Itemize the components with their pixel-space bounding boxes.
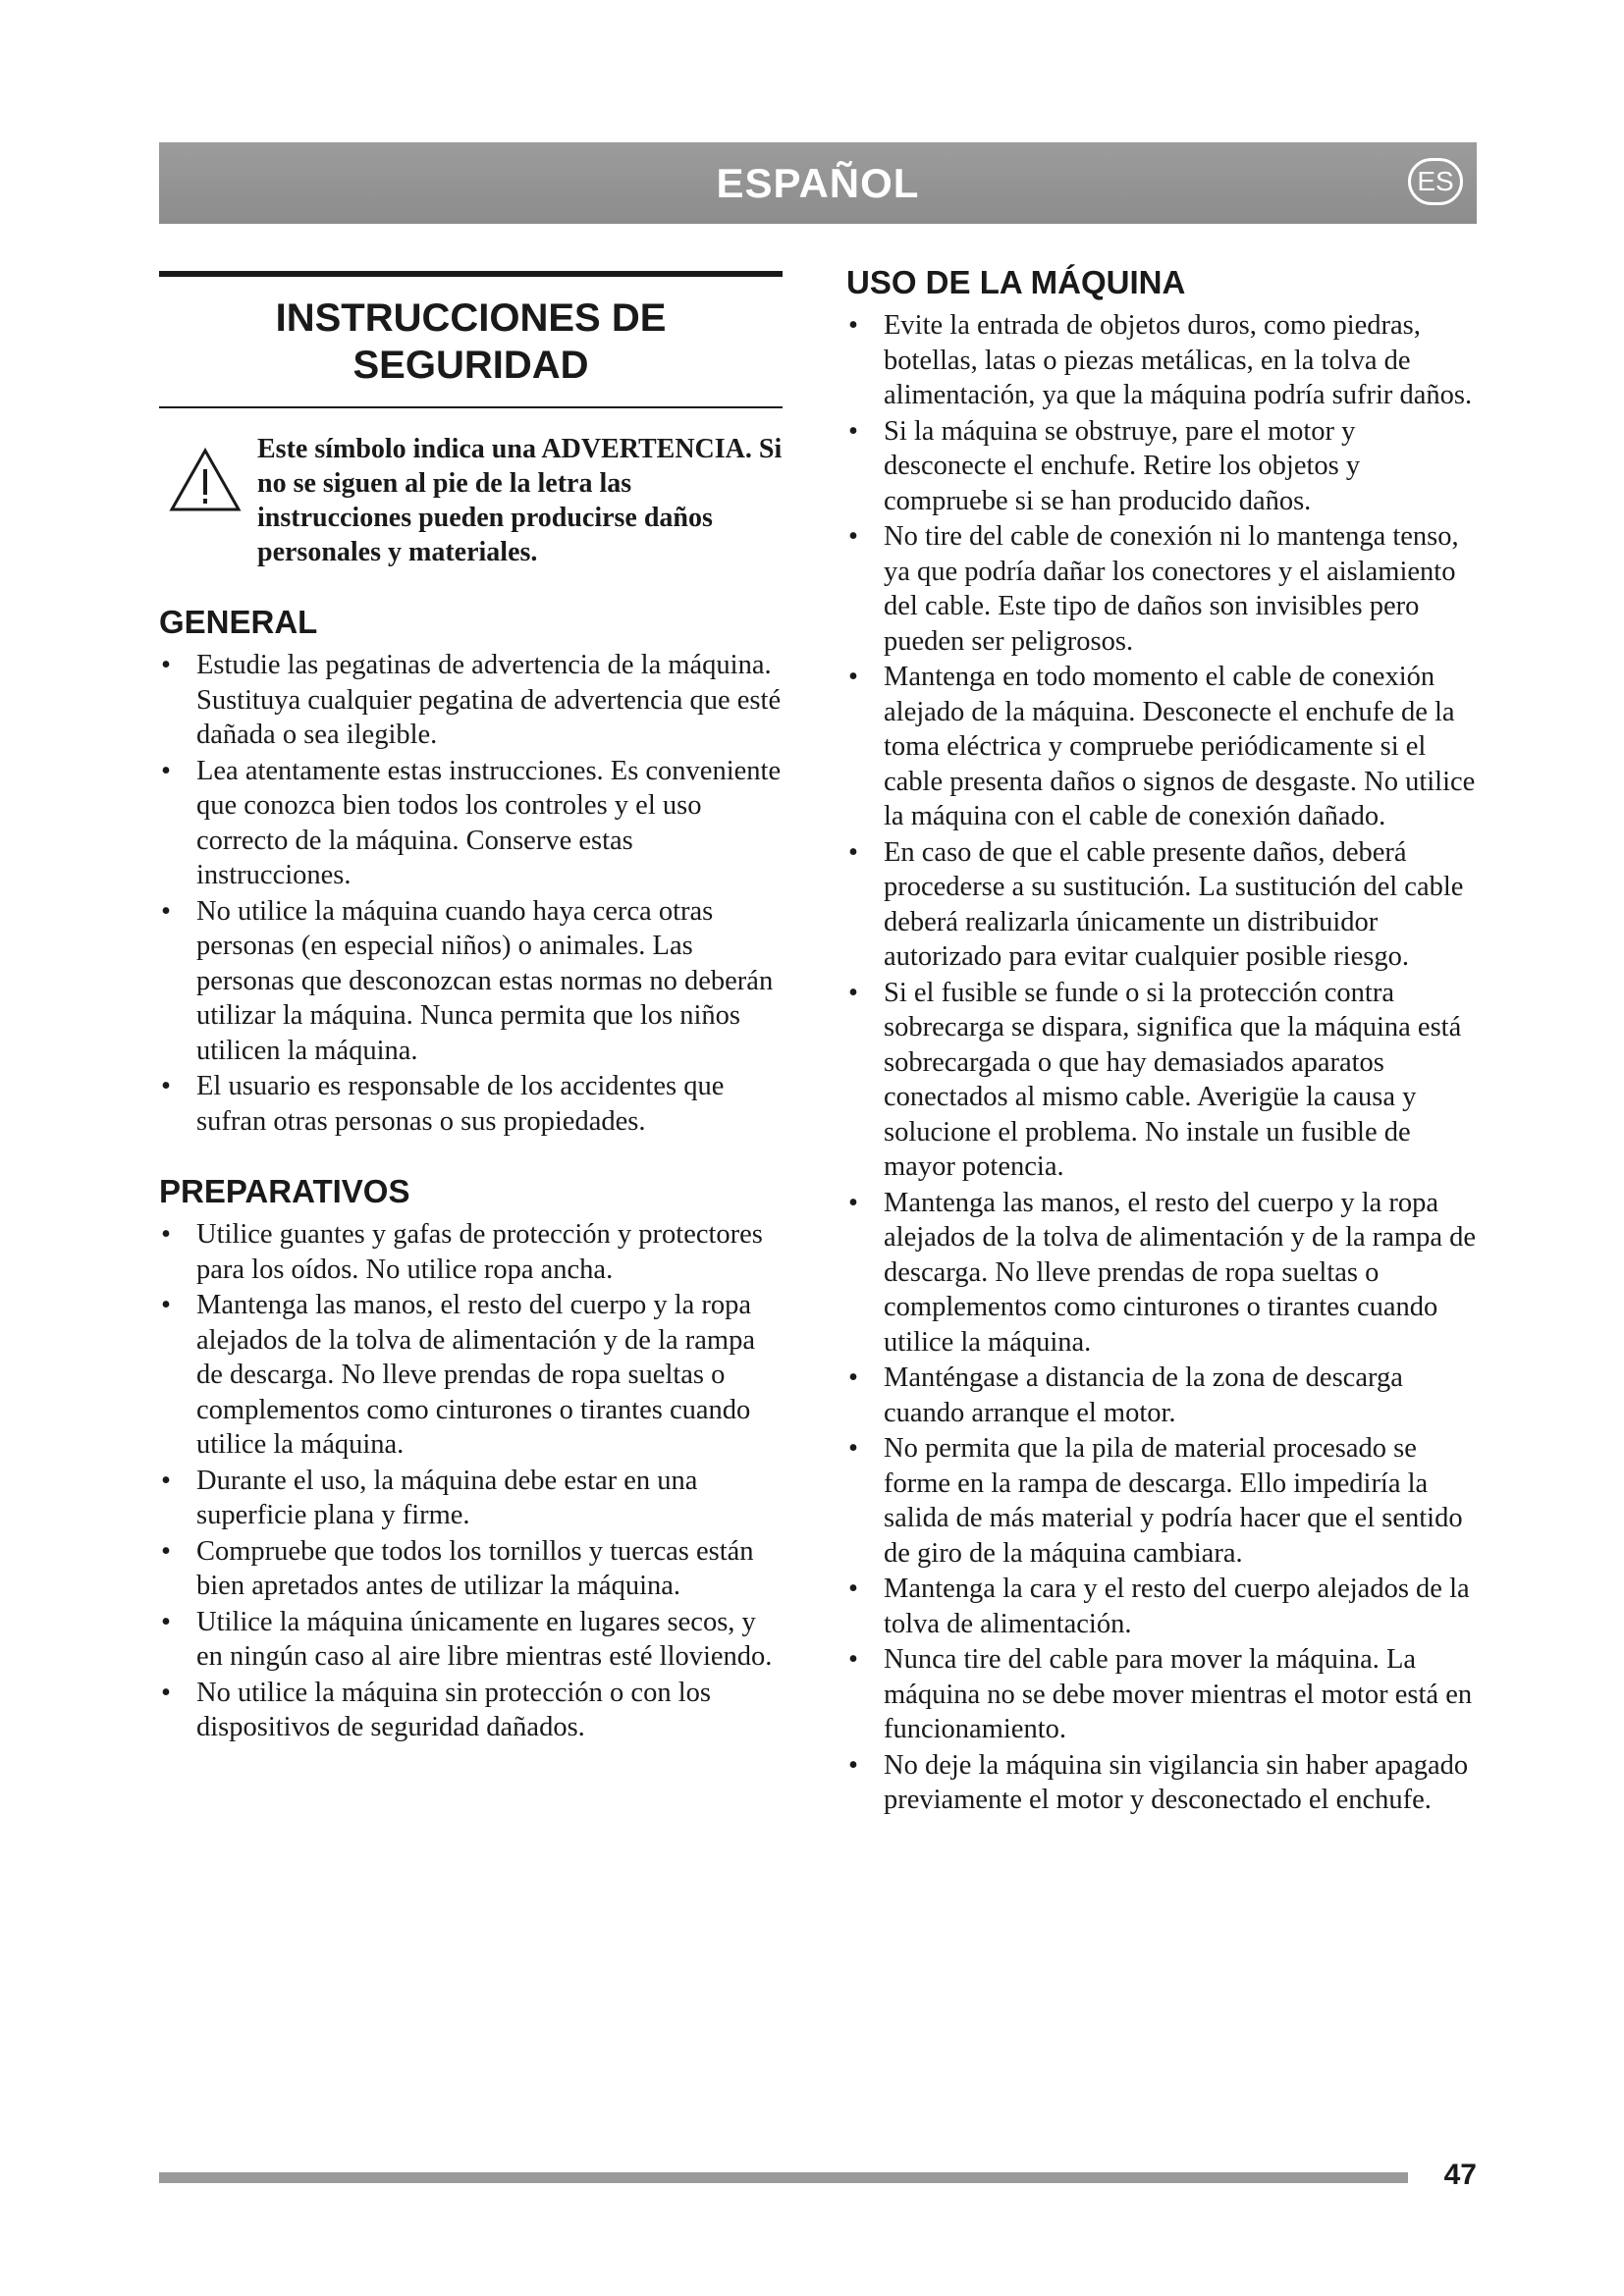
list-item-text: Si el fusible se funde o si la protección contra sobrecarga se dispara, significa que la máquina está sobrecargada o que hay demasiados aparatos conectados al mismo cable. Averigüe la causa y solucione el problema. No instale un fusible de mayor potencia.: [884, 977, 1462, 1182]
list-item-text: Utilice guantes y gafas de protección y protectores para los oídos. No utilice ropa ancha.: [196, 1219, 763, 1285]
list-item: [846, 835, 1477, 975]
list-item: [159, 754, 783, 893]
list-item: [846, 660, 1477, 834]
bullet-mark: •: [161, 755, 171, 786]
language-title: ESPAÑOL: [716, 160, 920, 206]
language-header-bar: [159, 142, 1477, 224]
main-title-line1: INSTRUCCIONES DE: [275, 296, 667, 340]
list-item: [846, 976, 1477, 1185]
list-item: [846, 1361, 1477, 1430]
list-item-text: No utilice la máquina sin protección o con los dispositivos de seguridad dañados.: [196, 1677, 711, 1742]
warning-notice: [159, 432, 783, 569]
list-item-text: Utilice la máquina únicamente en lugares secos, y en ningún caso al aire libre mientras esté lloviendo.: [196, 1606, 773, 1672]
list-item: [846, 414, 1477, 519]
bullet-mark: •: [848, 1574, 858, 1604]
warning-triangle-icon: [169, 448, 242, 512]
language-badge: ES: [1408, 158, 1463, 205]
bullet-mark: •: [161, 1606, 171, 1637]
bullet-mark: •: [848, 415, 858, 447]
list-item: [846, 1572, 1477, 1641]
list-item-text: Compruebe que todos los tornillos y tuercas están bien apretados antes de utilizar la máquina.: [196, 1535, 754, 1601]
bullet-mark: •: [161, 1290, 171, 1320]
bullet-mark: •: [161, 650, 171, 680]
list-item: [159, 1217, 783, 1287]
list-item-text: Mantenga las manos, el resto del cuerpo y la ropa alejados de la tolva de alimentación y de la rampa de descarga. No lleve prendas de ropa sueltas o complementos como cinturones o tirantes cuando utilice la máquina.: [884, 1187, 1476, 1358]
left-column: [159, 271, 783, 1746]
preparativos-heading: PREPARATIVOS: [159, 1173, 410, 1209]
bullet-mark: •: [848, 1749, 858, 1781]
list-item-text: Mantenga las manos, el resto del cuerpo y la ropa alejados de la tolva de alimentación y de la rampa de descarga. No lleve prendas de ropa sueltas o complementos como cinturones o tirantes cuando utilice la máquina.: [196, 1290, 755, 1460]
preparativos-list: [159, 1217, 783, 1745]
bullet-mark: •: [161, 895, 171, 927]
bullet-mark: •: [848, 977, 858, 1008]
bullet-mark: •: [848, 1187, 858, 1218]
main-title: [159, 294, 783, 389]
uso-heading: USO DE LA MÁQUINA: [846, 264, 1186, 300]
list-item: [846, 519, 1477, 659]
main-title-line2: SEGURIDAD: [352, 344, 589, 387]
bullet-mark: •: [848, 662, 858, 692]
list-item-text: Si la máquina se obstruye, pare el motor y desconecte el enchufe. Retire los objetos y compruebe si se han producido daños.: [884, 415, 1361, 516]
list-item: [846, 308, 1477, 413]
list-item-text: Estudie las pegatinas de advertencia de la máquina. Sustituya cualquier pegatina de advertencia que esté dañada o sea ilegible.: [196, 650, 782, 750]
list-item-text: No utilice la máquina cuando haya cerca otras personas (en especial niños) o animales. Las personas que desconozcan estas normas no deberán utilizar la máquina. Nunca permita que los niños utilicen la máquina.: [196, 895, 774, 1066]
list-item: [159, 1605, 783, 1675]
bullet-mark: •: [161, 1677, 171, 1708]
list-item: [159, 1676, 783, 1745]
list-item: [159, 1534, 783, 1604]
general-heading: GENERAL: [159, 604, 318, 640]
list-item: [159, 1069, 783, 1139]
main-title-block: [159, 271, 783, 408]
bullet-mark: •: [848, 1362, 858, 1393]
general-list: [159, 648, 783, 1139]
warning-text: Este símbolo indica una ADVERTENCIA. Si no se siguen al pie de la letra las instrucciones pueden producirse daños personales y materiales.: [257, 434, 783, 567]
list-item-text: Evite la entrada de objetos duros, como piedras, botellas, latas o piezas metálicas, en la tolva de alimentación, ya que la máquina podría sufrir daños.: [884, 310, 1473, 410]
bullet-mark: •: [161, 1219, 171, 1250]
list-item-text: En caso de que el cable presente daños, deberá procederse a su sustitución. La sustitución del cable deberá realizarla únicamente un distribuidor autorizado para evitar cualquier posible riesgo.: [884, 836, 1464, 972]
list-item-text: Durante el uso, la máquina debe estar en una superficie plana y firme.: [196, 1465, 698, 1530]
bullet-mark: •: [848, 310, 858, 341]
list-item: [159, 894, 783, 1069]
list-item: [846, 1748, 1477, 1818]
footer-bar: [159, 2172, 1408, 2183]
list-item: [159, 648, 783, 753]
bullet-mark: •: [161, 1535, 171, 1567]
right-column: [846, 263, 1477, 1819]
list-item: [159, 1288, 783, 1463]
bullet-mark: •: [848, 1433, 858, 1464]
page-number: 47: [1443, 2159, 1477, 2191]
bullet-mark: •: [161, 1465, 171, 1496]
list-item: [846, 1642, 1477, 1747]
list-item-text: Lea atentamente estas instrucciones. Es conveniente que conozca bien todos los controles y el uso correcto de la máquina. Conserve estas instrucciones.: [196, 755, 782, 890]
uso-list: [846, 308, 1477, 1818]
list-item: [846, 1431, 1477, 1571]
list-item-text: No permita que la pila de material procesado se forme en la rampa de descarga. Ello impediría la salida de más material y podría hacer que el sentido de giro de la máquina cambiara.: [884, 1433, 1463, 1569]
list-item-text: Mantenga la cara y el resto del cuerpo alejados de la tolva de alimentación.: [884, 1574, 1470, 1639]
list-item-text: Nunca tire del cable para mover la máquina. La máquina no se debe mover mientras el motor está en funcionamiento.: [884, 1644, 1473, 1744]
list-item-text: Mantenga en todo momento el cable de conexión alejado de la máquina. Desconecte el enchufe de la toma eléctrica y compruebe periódicamente si el cable presenta daños o signos de desgaste. No utilice la máquina con el cable de conexión dañado.: [884, 662, 1476, 831]
bullet-mark: •: [161, 1071, 171, 1101]
list-item-text: Manténgase a distancia de la zona de descarga cuando arranque el motor.: [884, 1362, 1403, 1428]
bullet-mark: •: [848, 1644, 858, 1675]
bullet-mark: •: [848, 836, 858, 868]
list-item-text: No tire del cable de conexión ni lo mantenga tenso, ya que podría dañar los conectores y el aislamiento del cable. Este tipo de daños son invisibles pero pueden ser peligrosos.: [884, 521, 1459, 657]
list-item: [159, 1464, 783, 1533]
list-item: [846, 1186, 1477, 1361]
list-item-text: No deje la máquina sin vigilancia sin haber apagado previamente el motor y desconectado el enchufe.: [884, 1749, 1469, 1815]
list-item-text: El usuario es responsable de los accidentes que sufran otras personas o sus propiedades.: [196, 1071, 725, 1137]
bullet-mark: •: [848, 521, 858, 552]
